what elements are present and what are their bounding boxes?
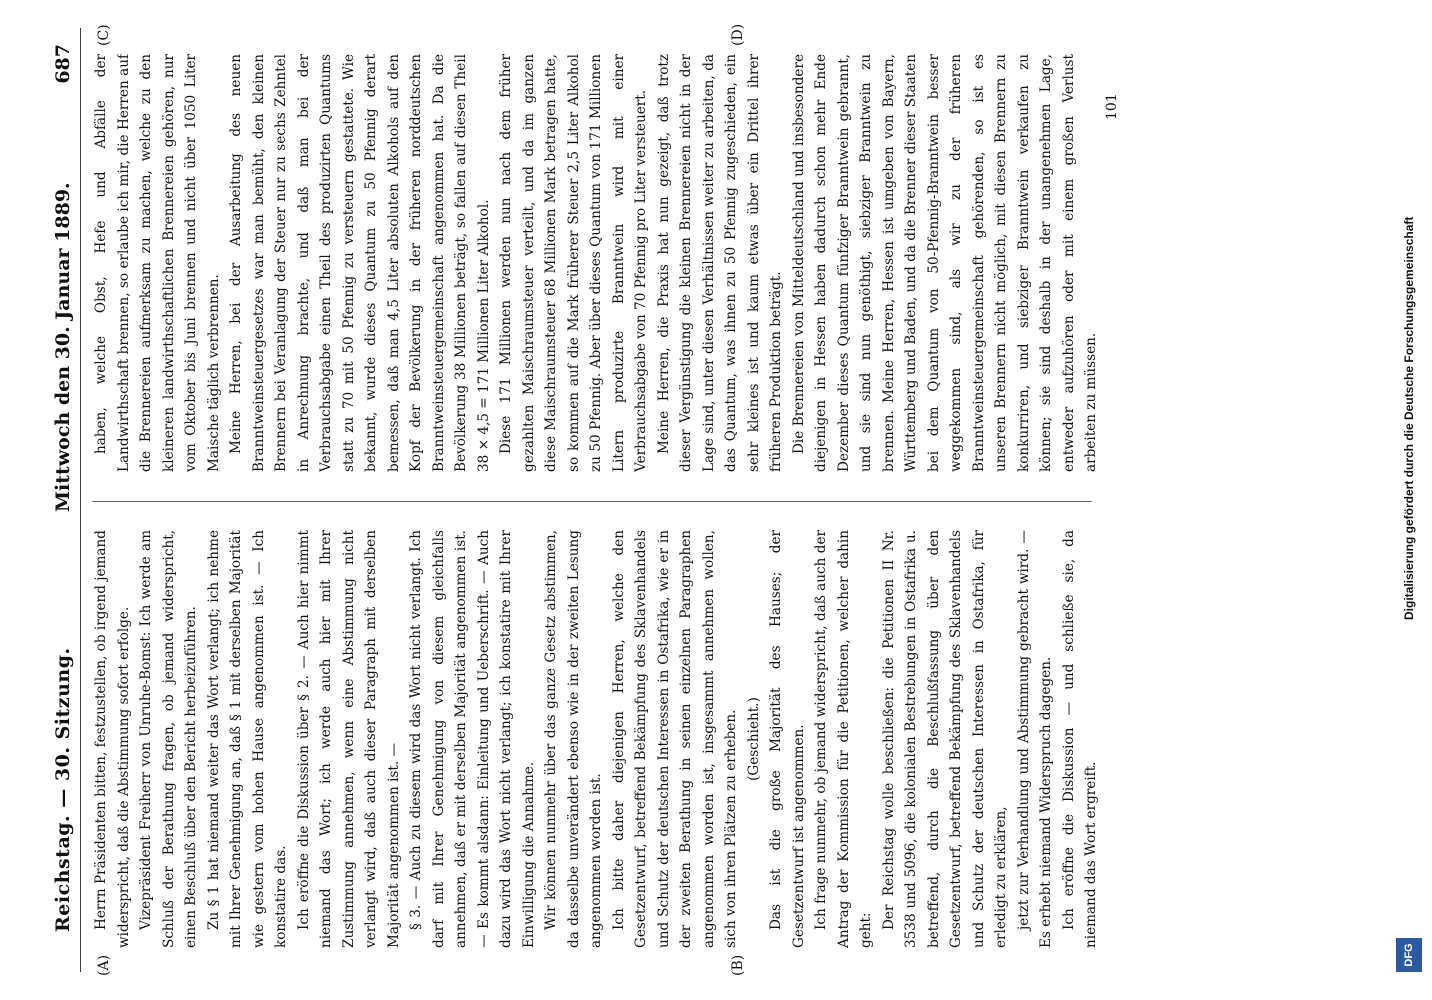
column-divider	[92, 501, 1092, 502]
paragraph: § 3. — Auch zu diesem wird das Wort nicht verlangt. Ich darf mit Ihrer Genehmigung von diesem gleichfalls annehmen, daß er mit derselben Majorität angenommen ist. — Es kommt alsdann: Einleitung und Ueberschrift. — Auch dazu wird das Wort nicht verlangt; ich konstatire mit Ihrer Einwilligung die Annahme.	[408, 530, 537, 948]
paragraph: Herrn Präsidenten bitten, festzustellen, ob irgend jemand widerspricht, daß die Abstimmung sofort erfolge.	[93, 530, 132, 948]
paragraph: Ich frage nunmehr, ob jemand widerspricht, daß auch der Antrag der Kommission für die Petitionen, welcher dahin geht:	[813, 530, 874, 948]
paragraph: Der Reichstag wolle beschließen: die Petitionen II Nr. 3538 und 5096, die kolonialen Bestrebungen in Ostafrika u. betreffend, durch die Beschlußfassung über den Gesetzentwurf, betreffend Bekämpfung des Sklavenhandels und Schutz der deutschen Interessen in Ostafrika, für erledigt zu erklären,	[880, 530, 1009, 948]
paragraph: Wir können nunmehr über das ganze Gesetz abstimmen, da dasselbe unverändert ebenso wie in der zweiten Lesung angenommen worden ist.	[543, 530, 604, 948]
paragraph: Meine Herren, bei der Ausarbeitung des neuen Branntweinsteuergesetzes war man bemüht, den kleinen Brennern bei Veranlagung der Steuer nur zu sechs Zehntel in Anrechnung brachte, und daß man bei der Verbrauchsabgabe einen Theil des produzirten Quantums statt zu 70 mit 50 Pfennig zu versteuern gestattete. Wie bekannt, wurde dieses Quantum zu 50 Pfennig derart bemessen, daß man 4,5 Liter absoluten Alkohols auf den Kopf der Bevölkerung in der früheren norddeutschen Branntweinsteuergemeinschaft angenommen hat. Da die Bevölkerung 38 Millionen beträgt, so fallen auf diesen Theil 38 × 4,5 = 171 Millionen Liter Alkohol.	[228, 54, 492, 472]
dfg-logo: DFG	[1396, 938, 1422, 972]
stage-direction: (Geschieht.)	[745, 697, 762, 781]
header-date: Mittwoch den 30. Januar 1889.	[52, 182, 74, 512]
left-text-column	[90, 530, 1100, 948]
paragraph: Meine Herren, die Praxis hat nun gezeigt, daß trotz dieser Vergünstigung die kleinen Brennereien nicht in der Lage sind, unter diesen Verhältnissen weiter zu arbeiten, da das Quantum, was ihnen zu 50 Pfennig zugeschieden, ein sehr kleines ist und kaum etwas über ein Drittel ihrer früheren Produktion beträgt.	[655, 54, 784, 472]
margin-marker-a: (A)	[96, 954, 112, 976]
paragraph: jetzt zur Verhandlung und Abstimmung gebracht wird. — Es erhebt niemand Widerspruch dagegen.	[1015, 530, 1054, 948]
digitization-credit	[1390, 0, 1432, 1000]
page-header	[46, 28, 81, 972]
credit-text: Digitalisierung gefördert durch die Deutsche Forschungsgemeinschaft	[1402, 216, 1416, 620]
paragraph: Das ist die große Majorität des Hauses; der Gesetzentwurf ist angenommen.	[768, 530, 807, 948]
paragraph: Vizepräsident Freiherr von Unruhe-Bomst: Ich werde am Schluß der Berathung fragen, ob jemand widerspricht, einen Beschluß über den Bericht herbeizuführen.	[138, 530, 199, 948]
paragraph: Ich bitte daher diejenigen Herren, welche den Gesetzentwurf, betreffend Bekämpfung des Sklavenhandels und Schutz der deutschen Interessen in Ostafrika, wie er in der zweiten Berathung in seinen einzelnen Paragraphen angenommen worden ist, insgesammt annehmen wollen, sich von ihren Plätzen zu erheben.	[610, 530, 739, 948]
paragraph: haben, welche Obst, Hefe und Abfälle der Landwirthschaft brennen, so erlaube ich mir, die Herren auf die Brennereien aufmerksam zu machen, welche zu den kleineren landwirthschaftlichen Brennereien gehören, nur vom Oktober bis Juni brennen und nicht über 1050 Liter Maische täglich verbrennen.	[93, 54, 222, 472]
right-text-column	[90, 54, 1100, 472]
margin-marker-b: (B)	[730, 954, 746, 976]
paragraph: Diese 171 Millionen werden nun nach dem früher gezahlten Maischraumsteuer verteilt, und da im ganzen diese Maischraumsteuer 68 Millionen Mark betragen hatte, so kommen auf die Mark früherer Steuer 2,5 Liter Alkohol zu 50 Pfennig. Aber über dieses Quantum von 171 Millionen Litern produzirte Branntwein wird mit einer Verbrauchsabgabe von 70 Pfennig pro Liter versteuert.	[498, 54, 649, 472]
paragraph: Zu § 1 hat niemand weiter das Wort verlangt; ich nehme mit Ihrer Genehmigung an, daß § 1 mit derselben Majorität wie gestern vom hohen Hause angenommen ist. — Ich konstatire das.	[205, 530, 289, 948]
margin-marker-d: (D)	[730, 23, 746, 46]
paragraph: Ich eröffne die Diskussion — und schließe sie, da niemand das Wort ergreift.	[1060, 530, 1099, 948]
header-session: Reichstag. — 30. Sitzung.	[52, 647, 74, 932]
paragraph: Ich eröffne die Diskussion über § 2. — Auch hier nimmt niemand das Wort; ich werde auch hier mit Ihrer Zustimmung annehmen, wenn eine Abstimmung nicht verlangt wird, daß auch dieser Paragraph mit derselben Majorität angenommen ist. —	[295, 530, 402, 948]
margin-marker-c: (C)	[96, 24, 112, 46]
sheet-number: 101	[1104, 93, 1120, 120]
paragraph: Die Brennereien von Mitteldeutschland und insbesondere diejenigen in Hessen haben dadurch schon mehr Ende Dezember dieses Quantum fünfziger Branntwein gebrannt, und sie sind nun genöthigt, siebziger Branntwein zu brennen. Meine Herren, Hessen ist umgeben von Bayern, Württemberg und Baden, und da die Brenner dieser Staaten bei dem Quantum von 50-Pfennig-Branntwein besser weggekommen sind, als wir zu der früheren Branntweinsteuergemeinschaft gehörenden, so ist es unseren Brennern nicht möglich, mit diesen Brennern zu konkurriren, und siebziger Branntwein verkaufen zu können; sie sind deshalb in der unangenehmen Lage, entweder aufzuhören oder mit einem großen Verlust arbeiten zu müssen.	[790, 54, 1099, 472]
header-page-number: 687	[52, 44, 74, 84]
